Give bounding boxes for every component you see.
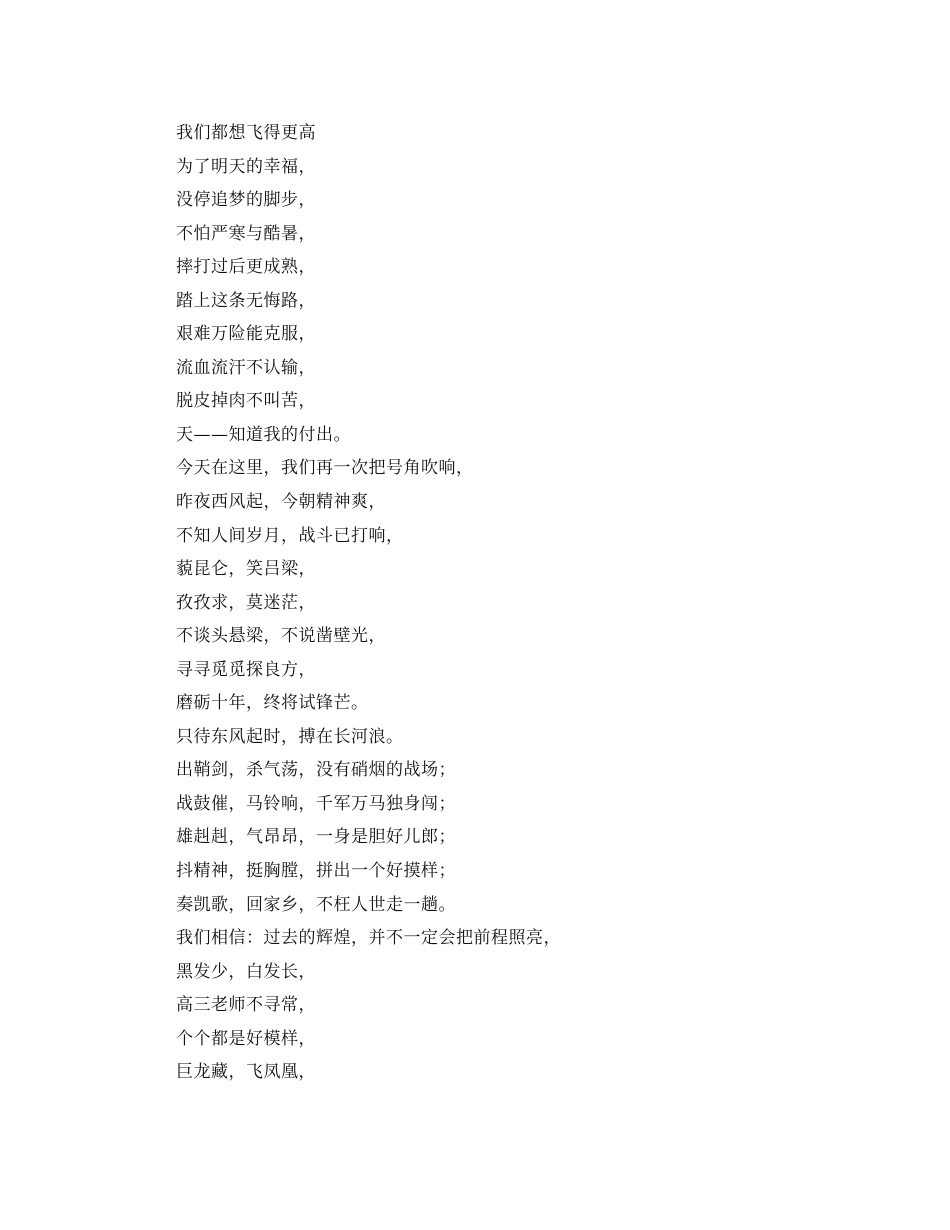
poem-line: 昨夜西风起，今朝精神爽， <box>176 492 386 513</box>
poem-line: 磨砺十年，终将试锋芒。 <box>176 693 369 714</box>
poem-line: 抖精神，挺胸膛，拼出一个好摸样； <box>176 861 456 882</box>
poem-line: 黑发少，白发长， <box>176 961 316 982</box>
poem-line: 今天在这里，我们再一次把号角吹响， <box>176 458 474 479</box>
poem-line: 没停追梦的脚步， <box>176 190 316 211</box>
poem-line: 寻寻觅觅探良方， <box>176 659 316 680</box>
poem-line: 藐昆仑，笑吕梁， <box>176 559 316 580</box>
poem-line: 高三老师不寻常， <box>176 995 316 1016</box>
poem-text <box>176 117 876 1090</box>
poem-line: 我们都想飞得更高 <box>176 123 316 143</box>
poem-line: 天——知道我的付出。 <box>176 424 351 445</box>
poem-line: 不怕严寒与酷暑， <box>176 223 316 244</box>
poem-line: 摔打过后更成熟， <box>176 257 316 278</box>
poem-line: 巨龙藏，飞凤凰， <box>176 1062 316 1083</box>
poem-line: 脱皮掉肉不叫苦， <box>176 391 316 412</box>
poem-line: 为了明天的幸福， <box>176 156 316 177</box>
poem-line: 不知人间岁月，战斗已打响， <box>176 525 404 546</box>
poem-line: 只待东风起时，搏在长河浪。 <box>176 726 404 747</box>
poem-line: 踏上这条无悔路， <box>176 290 316 311</box>
poem-line: 个个都是好模样， <box>176 1028 316 1049</box>
poem-line: 不谈头悬梁，不说凿壁光， <box>176 626 386 647</box>
poem-line: 孜孜求，莫迷茫， <box>176 592 316 613</box>
poem-line: 奏凯歌，回家乡，不枉人世走一趟。 <box>176 894 456 915</box>
poem-line: 艰难万险能克服， <box>176 324 316 345</box>
poem-line: 战鼓催，马铃响，千军万马独身闯； <box>176 793 456 814</box>
poem-line: 流血流汗不认输， <box>176 357 316 378</box>
poem-line: 雄赳赳，气昂昂，一身是胆好儿郎； <box>176 827 456 848</box>
poem-line: 出鞘剑，杀气荡，没有硝烟的战场； <box>176 760 456 781</box>
poem-line: 我们相信：过去的辉煌，并不一定会把前程照亮， <box>176 928 561 949</box>
